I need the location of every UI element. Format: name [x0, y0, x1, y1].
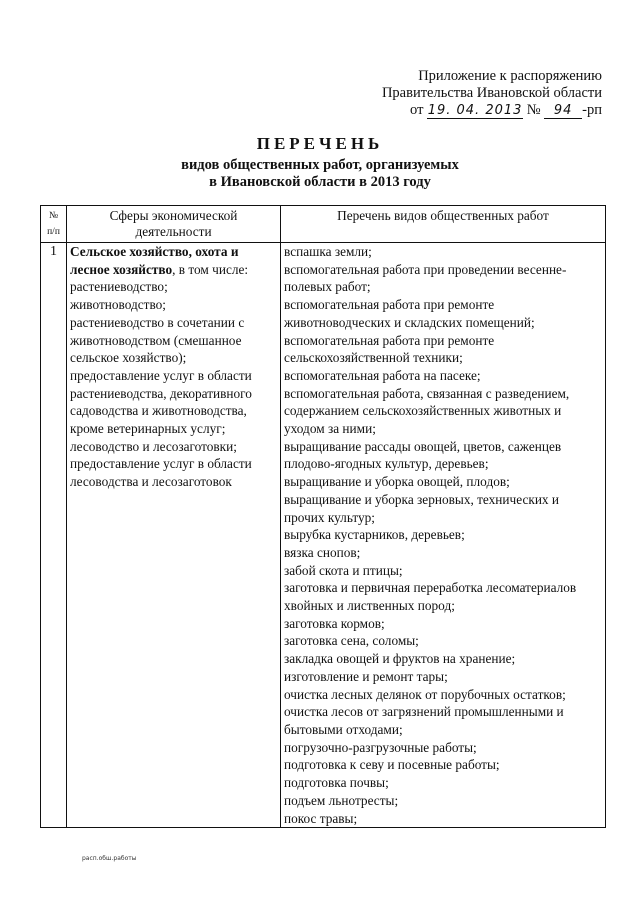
- work-item: заготовка и первичная переработка лесоматериалов хвойных и лиственных пород;: [284, 580, 577, 614]
- work-item: покос травы;: [284, 810, 358, 826]
- column-header-works: Перечень видов общественных работ: [281, 206, 606, 243]
- work-item: вырубка кустарников, деревьев;: [284, 527, 465, 543]
- sphere-cell: [67, 243, 281, 828]
- sphere-item: предоставление услуг в области лесоводства и лесозаготовок: [70, 456, 252, 490]
- work-item: вспашка земли;: [284, 244, 372, 259]
- works-table: [40, 205, 606, 828]
- work-item: вспомогательная работа при ремонте животноводческих и складских помещений;: [284, 297, 535, 330]
- work-item: подготовка почвы;: [284, 775, 389, 791]
- order-number: 94: [544, 104, 582, 119]
- work-item: заготовка кормов;: [284, 615, 385, 631]
- sphere-item: предоставление услуг в области растениеводства, декоративного садоводства и животноводства, кроме ветеринарных услуг;: [70, 367, 252, 437]
- sphere-item: растениеводство;: [70, 279, 168, 295]
- document-title: ПЕРЕЧЕНЬ: [256, 134, 384, 153]
- column-header-number: № п/п: [41, 206, 67, 243]
- work-item: вязка снопов;: [284, 544, 361, 560]
- order-line: [382, 102, 602, 119]
- work-item: очистка лесов от загрязнений промышленными и бытовыми отходами;: [284, 704, 564, 737]
- work-item: выращивание и уборка овощей, плодов;: [284, 474, 510, 490]
- work-item: выращивание и уборка зерновых, технических и прочих культур;: [284, 491, 560, 525]
- order-number-label: №: [526, 102, 541, 118]
- order-prefix: от: [410, 102, 424, 118]
- sphere-item: растениеводство в сочетании с животноводством (смешанное сельское хозяйство);: [70, 314, 245, 366]
- work-item: изготовление и ремонт тары;: [284, 668, 448, 684]
- work-item: вспомогательная работа при ремонте сельскохозяйственной техники;: [284, 332, 495, 366]
- work-item: подъем льнотресты;: [284, 792, 399, 808]
- work-item: выращивание рассады овощей, цветов, саженцев плодово-ягодных культур, деревьев;: [284, 438, 562, 472]
- row-number: 1: [41, 243, 67, 828]
- document-subtitle-2: в Ивановской области в 2013 году: [209, 174, 431, 190]
- sphere-item: лесоводство и лесозаготовки;: [70, 438, 237, 454]
- work-item: подготовка к севу и посевные работы;: [284, 757, 500, 773]
- order-suffix: -рп: [582, 102, 602, 118]
- order-date: 19. 04. 2013: [427, 103, 523, 118]
- file-footer: расп.обш.работы: [82, 855, 137, 862]
- sphere-item: животноводство;: [70, 297, 166, 313]
- works-list: [284, 243, 602, 827]
- sphere-list: [70, 278, 277, 490]
- work-item: вспомогательная работа на пасеке;: [284, 367, 481, 383]
- works-cell: [281, 243, 606, 828]
- work-item: вспомогательная работа при проведении весенне-полевых работ;: [284, 261, 567, 295]
- table-row: [41, 243, 606, 828]
- document-subtitle-1: видов общественных работ, организуемых: [181, 157, 459, 173]
- table-header-row: [41, 206, 606, 243]
- work-item: вспомогательная работа, связанная с разведением, содержанием сельскохозяйственных животных и уходом за ними;: [284, 385, 570, 437]
- sphere-title-tail: , в том числе:: [172, 261, 249, 277]
- work-item: погрузочно-разгрузочные работы;: [284, 739, 477, 755]
- header-line-1: Приложение к распоряжению: [418, 68, 602, 84]
- work-item: забой скота и птицы;: [284, 562, 403, 578]
- work-item: заготовка сена, соломы;: [284, 633, 419, 649]
- sphere-title: Сельское хозяйство, охота и лесное хозяйство: [70, 244, 239, 277]
- header-line-2: Правительства Ивановской области: [381, 85, 602, 101]
- document-header: [382, 68, 602, 119]
- work-item: очистка лесных делянок от порубочных остатков;: [284, 686, 566, 702]
- column-header-sphere: Сферы экономической деятельности: [67, 206, 281, 243]
- work-item: закладка овощей и фруктов на хранение;: [284, 651, 516, 667]
